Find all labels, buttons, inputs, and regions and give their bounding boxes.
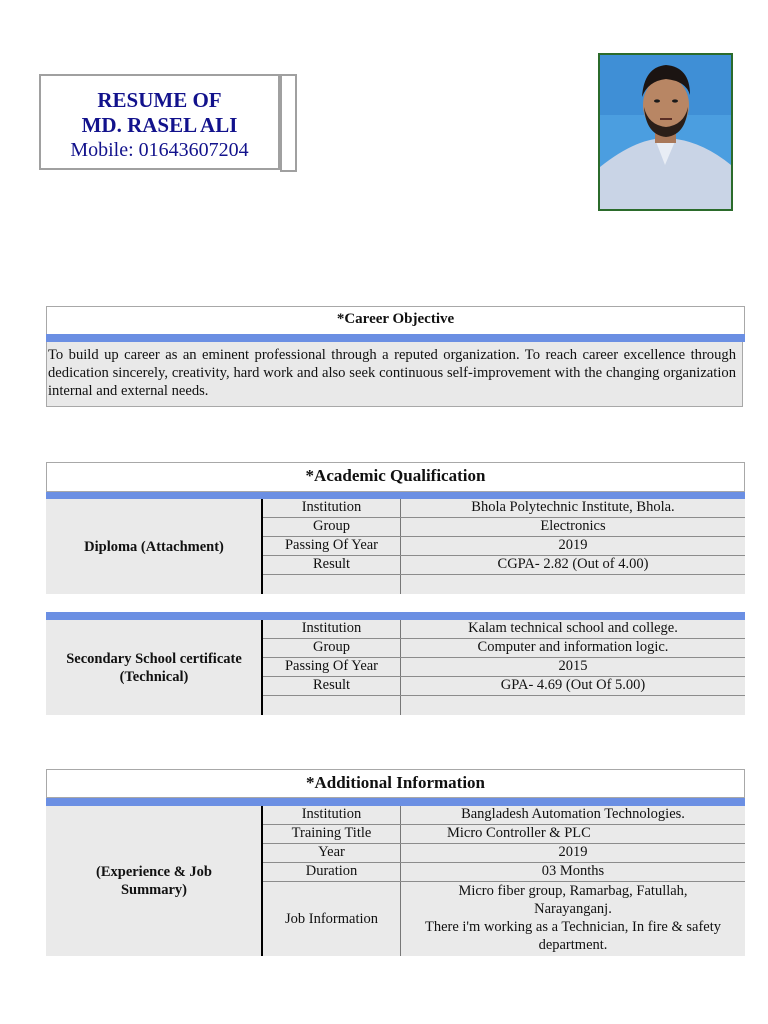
- row-key: Year: [318, 844, 345, 860]
- row-value: 2015: [558, 658, 588, 674]
- experience-label: (Experience & Job Summary): [96, 864, 212, 898]
- table-row: [263, 556, 745, 575]
- row-value: Bangladesh Automation Technologies.: [461, 806, 685, 822]
- table-row: [263, 639, 745, 658]
- ssc-bar: [46, 612, 745, 620]
- candidate-name: MD. RASEL ALI: [81, 113, 238, 137]
- additional-title: *Additional Information: [46, 769, 745, 798]
- row-key: Result: [312, 677, 351, 693]
- row-value: GPA- 4.69 (Out Of 5.00): [500, 677, 646, 693]
- table-row: [263, 863, 745, 882]
- academic-title: *Academic Qualification: [46, 462, 745, 492]
- additional-bar: [46, 798, 745, 806]
- row-value: Electronics: [540, 518, 606, 534]
- row-value: Micro fiber group, Ramarbag, Fatullah, Narayanganj. There i'm working as a Technician, In fire & safety department.: [424, 883, 722, 953]
- career-objective-title: *Career Objective: [46, 306, 745, 335]
- row-key: Group: [312, 639, 351, 655]
- row-key: Passing Of Year: [284, 658, 379, 674]
- row-key: Job Information: [284, 910, 379, 927]
- row-key: Result: [312, 556, 351, 572]
- table-row: [263, 537, 745, 556]
- career-objective-text: To build up career as an eminent professional through a reputed organization. To reach career excellence through dedication sincerely, creativity, hard work and also seek continuous self-improvement with the changing organization internal and external needs.: [46, 342, 743, 407]
- row-key: Institution: [301, 620, 362, 636]
- row-key: Institution: [301, 499, 362, 515]
- career-objective-bar: [46, 334, 745, 342]
- table-row: [263, 806, 745, 825]
- table-row: [263, 658, 745, 677]
- candidate-mobile: Mobile: 01643607204: [70, 139, 249, 161]
- row-key: Duration: [305, 863, 358, 879]
- ssc-label: Secondary School certificate (Technical): [66, 650, 242, 685]
- resume-header: [39, 74, 280, 170]
- row-key: Group: [312, 518, 351, 534]
- row-key: Training Title: [291, 825, 372, 841]
- row-value: 2019: [558, 537, 588, 553]
- table-row: [263, 825, 745, 844]
- row-value: Kalam technical school and college.: [468, 620, 678, 636]
- table-row: [263, 844, 745, 863]
- ssc-table: [46, 620, 745, 715]
- row-key: Passing Of Year: [284, 537, 379, 553]
- profile-photo: [598, 53, 733, 211]
- row-value: Bhola Polytechnic Institute, Bhola.: [471, 499, 675, 515]
- row-value: Computer and information logic.: [477, 639, 669, 655]
- additional-table: [46, 806, 745, 956]
- row-value: CGPA- 2.82 (Out of 4.00): [497, 556, 649, 572]
- table-row: [263, 620, 745, 639]
- resume-title: RESUME OF: [97, 88, 222, 112]
- row-value: 03 Months: [541, 863, 605, 879]
- table-row: [263, 677, 745, 696]
- row-value: 2019: [558, 844, 588, 860]
- diploma-label: Diploma (Attachment): [84, 538, 224, 555]
- table-row: [263, 882, 745, 956]
- row-key: Institution: [301, 806, 362, 822]
- academic-bar: [46, 492, 745, 499]
- table-row: [263, 518, 745, 537]
- diploma-table: [46, 499, 745, 594]
- header-box-edge: [280, 74, 297, 172]
- table-row: [263, 499, 745, 518]
- row-value: Micro Controller & PLC: [447, 825, 591, 841]
